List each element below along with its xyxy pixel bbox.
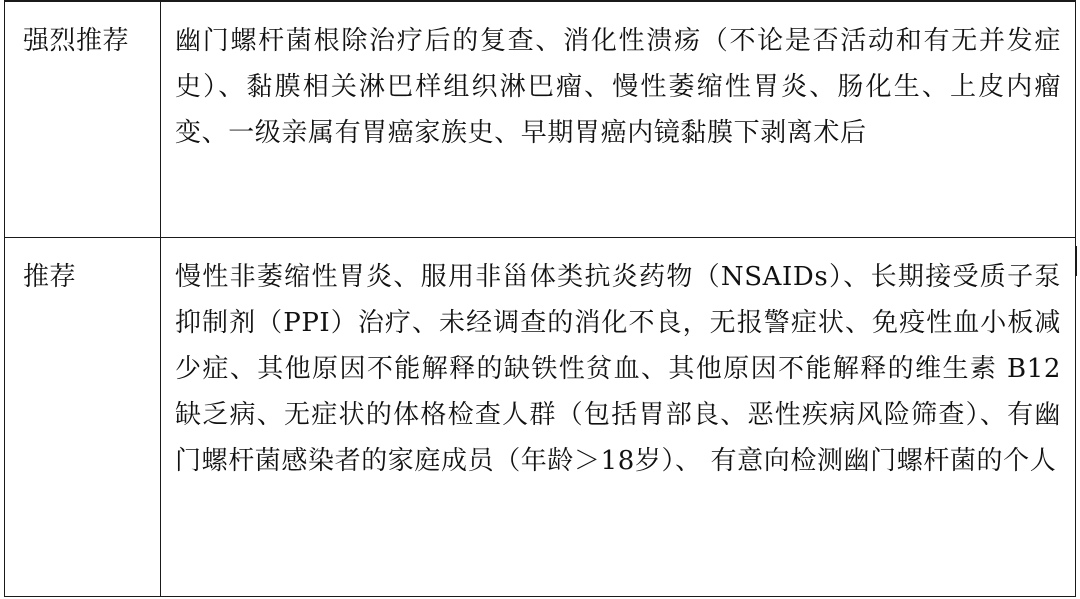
description-cell [161,1,1076,238]
description-text: 幽门螺杆菌根除治疗后的复查、消化性溃疡（不论是否活动和有无并发症史）、黏膜相关淋巴样组织淋巴瘤、慢性萎缩性胃炎、肠化生、上皮内瘤变、一级亲属有胃癌家族史、早期胃癌内镜黏膜下剥离术后 [175,26,1061,148]
table-row [5,238,1076,597]
level-cell [5,238,161,597]
level-label: 推荐 [23,262,77,293]
description-text: 慢性非萎缩性胃炎、服用非甾体类抗炎药物（NSAIDs）、长期接受质子泵抑制剂（PPI）治疗、未经调查的消化不良，无报警症状、免疫性血小板减少症、其他原因不能解释的缺铁性贫血、其他原因不能解释的维生素 B12 缺乏病、无症状的体格检查人群（包括胃部良、恶性疾病风险筛查）、有幽门螺杆菌感染者的家庭成员（年龄＞18岁）、 有意向检测幽门螺杆菌的个人 [175,262,1061,477]
level-label: 强烈推荐 [23,26,130,56]
level-cell [5,1,161,238]
description-cell [161,238,1076,597]
recommendation-table [4,0,1076,597]
text-cursor-mark [1075,246,1077,276]
table-row [5,1,1076,238]
